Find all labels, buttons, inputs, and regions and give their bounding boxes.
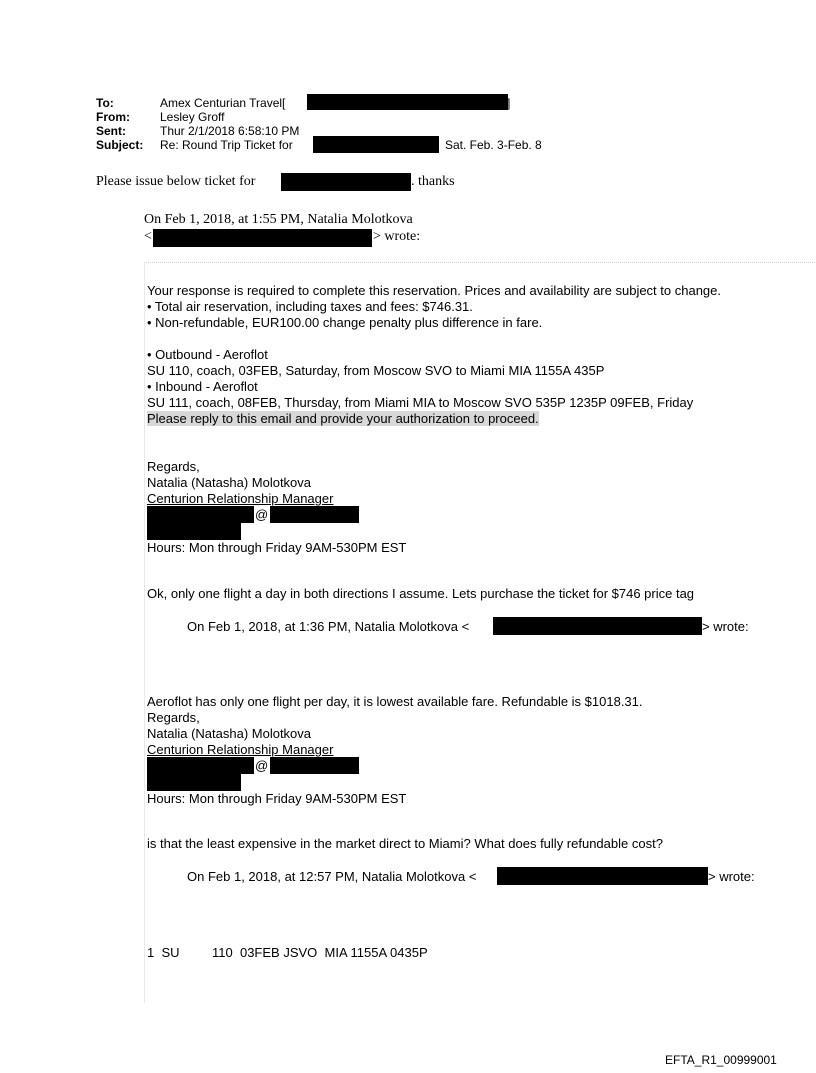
to-close-bracket: ]	[507, 96, 511, 110]
redaction-sig1-email-domain	[270, 506, 359, 523]
redaction-quote2-email	[493, 617, 702, 635]
sent-label: Sent:	[96, 124, 126, 138]
quote1-open-bracket: <	[144, 229, 152, 244]
reservation-penalty: • Non-refundable, EUR100.00 change penalty plus difference in fare.	[147, 315, 543, 330]
sent-value: Thur 2/1/2018 6:58:10 PM	[160, 124, 300, 138]
redaction-subject-name	[313, 136, 439, 153]
redaction-quote1-email	[153, 229, 372, 247]
outbound-detail: SU 110, coach, 03FEB, Saturday, from Moscow SVO to Miami MIA 1155A 435P	[147, 363, 605, 378]
redaction-to-email	[307, 94, 511, 110]
reply1-text: Ok, only one flight a day in both directions I assume. Lets purchase the ticket for $746 price tag	[147, 586, 695, 601]
message2-text: Aeroflot has only one flight per day, it is lowest available fare. Refundable is $1018.31.	[147, 694, 643, 709]
authorization-request: Please reply to this email and provide your authorization to proceed.	[147, 411, 539, 426]
redaction-sig1-email-user	[147, 506, 254, 523]
redaction-quote3-email	[497, 867, 708, 885]
reservation-total: • Total air reservation, including taxes and fees: $746.31.	[147, 299, 473, 314]
quote3-wrote: > wrote:	[708, 869, 755, 884]
redaction-sig1-phone	[147, 523, 241, 540]
to-label: To:	[96, 96, 114, 110]
subject-tail: Sat. Feb. 3-Feb. 8	[445, 138, 542, 152]
sig1-at: @	[255, 507, 269, 522]
quote1-wrote: > wrote:	[373, 229, 421, 244]
quote3-attribution: On Feb 1, 2018, at 12:57 PM, Natalia Molotkova <	[187, 869, 477, 884]
subject-value: Re: Round Trip Ticket for	[160, 138, 293, 152]
quote2-wrote: > wrote:	[702, 619, 749, 634]
redaction-sig2-email-user	[147, 757, 254, 774]
document-id: EFTA_R1_00999001	[665, 1053, 777, 1067]
from-label: From:	[96, 110, 130, 124]
intro-thanks: . thanks	[411, 174, 455, 189]
itinerary-line: 1 SU 110 03FEB JSVO MIA 1155A 0435P	[147, 945, 428, 960]
reservation-notice: Your response is required to complete this reservation. Prices and availability are subject to change.	[147, 283, 721, 298]
redaction-intro-name	[281, 173, 411, 191]
quote2-attribution: On Feb 1, 2018, at 1:36 PM, Natalia Molotkova <	[187, 619, 470, 634]
inbound-label: • Inbound - Aeroflot	[147, 379, 258, 394]
sig1-regards: Regards,	[147, 459, 200, 474]
sig2-regards: Regards,	[147, 710, 200, 725]
sig2-name: Natalia (Natasha) Molotkova	[147, 726, 312, 741]
reply2-text: is that the least expensive in the market direct to Miami? What does fully refundable cost?	[147, 836, 663, 851]
redaction-sig2-phone	[147, 774, 241, 791]
outbound-label: • Outbound - Aeroflot	[147, 347, 268, 362]
quote1-attribution: On Feb 1, 2018, at 1:55 PM, Natalia Molotkova	[144, 212, 413, 227]
sig1-name: Natalia (Natasha) Molotkova	[147, 475, 312, 490]
redaction-sig2-email-domain	[270, 757, 359, 774]
from-value: Lesley Groff	[160, 110, 225, 124]
sig2-at: @	[255, 758, 269, 773]
sig1-title: Centurion Relationship Manager	[147, 491, 334, 506]
inbound-detail: SU 111, coach, 08FEB, Thursday, from Miami MIA to Moscow SVO 535P 1235P 09FEB, Friday	[147, 395, 694, 410]
sig2-title: Centurion Relationship Manager	[147, 742, 334, 757]
subject-label: Subject:	[96, 138, 144, 152]
intro-line: Please issue below ticket for	[96, 174, 256, 189]
sig1-hours: Hours: Mon through Friday 9AM-530PM EST	[147, 540, 407, 555]
sig2-hours: Hours: Mon through Friday 9AM-530PM EST	[147, 791, 407, 806]
to-value: Amex Centurian Travel[	[160, 96, 286, 110]
